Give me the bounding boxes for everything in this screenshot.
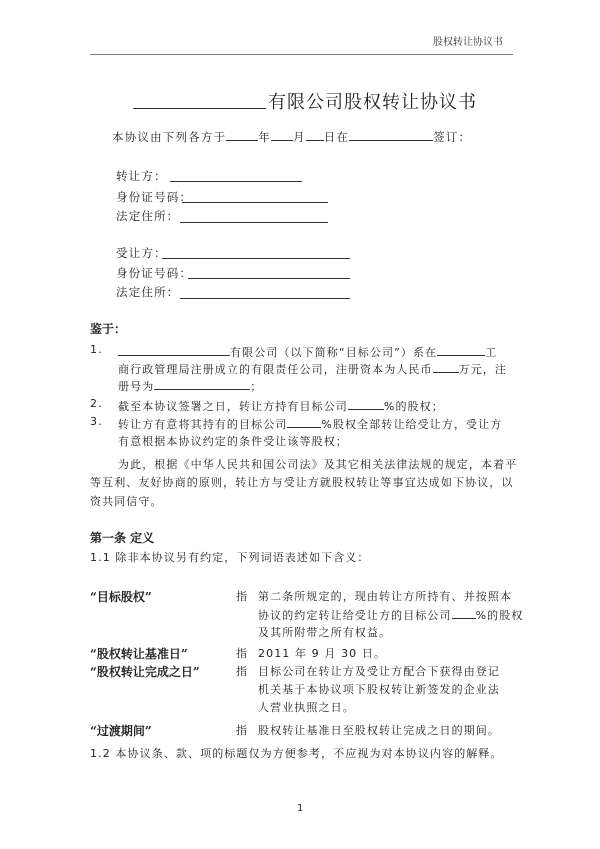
month-blank[interactable]	[271, 128, 293, 141]
transferee-address-label: 法定住所：	[116, 285, 180, 299]
page-number: 1	[297, 803, 304, 814]
document-title: 有限公司股权转让协议书	[268, 92, 477, 113]
target-percent-blank[interactable]	[452, 606, 476, 619]
whereas-item-2-num: 2.	[90, 397, 103, 410]
intro-signed: 签订：	[433, 130, 472, 144]
definition-text: 人营业执照之日。	[258, 701, 355, 714]
transfer-percent-blank[interactable]	[287, 415, 321, 428]
whereas-item-1-text-f: ；	[250, 380, 263, 393]
whereas-conclusion-line1: 为此，根据《中华人民共和国公司法》及其它相关法律法规的规定，本着平	[118, 458, 518, 471]
registration-number-blank[interactable]	[154, 377, 250, 390]
definition-zhi: 指	[236, 590, 249, 603]
whereas-item-1-text-a: 有限公司（以下简称“目标公司”）系在	[230, 346, 438, 359]
whereas-item-1-text-c: 商行政管理局注册成立的有限责任公司，注册资本为人民币	[118, 363, 433, 376]
whereas-heading: 鉴于：	[90, 322, 127, 336]
definition-text	[258, 606, 523, 623]
whereas-item-2-text-a: 截至本协议签署之日，转让方持有目标公司	[118, 400, 348, 413]
registry-blank[interactable]	[437, 343, 485, 356]
intro-month: 月	[293, 130, 306, 144]
whereas-item-3-num: 3.	[90, 415, 103, 428]
whereas-item-2-line1	[118, 397, 444, 414]
definition-zhi: 指	[236, 724, 249, 737]
whereas-item-2-text-b: %的股权；	[383, 400, 444, 413]
header-rule	[90, 54, 513, 55]
whereas-item-1-line2	[118, 360, 507, 377]
whereas-item-1-text-e: 册号为	[118, 380, 155, 393]
definition-text: 目标公司在转让方及受让方配合下获得由登记	[258, 665, 500, 678]
place-blank[interactable]	[349, 128, 433, 141]
day-blank[interactable]	[306, 128, 324, 141]
company-name-blank[interactable]	[118, 343, 230, 356]
definition-term: “过渡期间”	[90, 724, 152, 738]
definition-text: 第二条所规定的，现由转让方所持有、并按照本	[258, 590, 513, 603]
definition-term: “目标股权”	[90, 590, 152, 604]
transferee-id-field[interactable]	[188, 278, 350, 279]
definition-text: 股权转让基准日至股权转让完成之日的期间。	[258, 724, 500, 737]
transferor-name-label: 转让方：	[116, 169, 167, 183]
transferor-address-label: 法定住所：	[116, 209, 180, 223]
clause-1-1: 1.1 除非本协议另有约定，下列词语表述如下含义：	[90, 551, 370, 564]
whereas-item-1-text-b: 工	[485, 346, 498, 359]
title-company-blank[interactable]	[133, 108, 266, 109]
definition-text-part: %的股权	[475, 609, 524, 622]
transferor-id-label: 身份证号码：	[116, 190, 193, 204]
transferee-address-field[interactable]	[180, 298, 350, 299]
definition-text-part: 协议的约定转让给受让方的目标公司	[258, 609, 452, 622]
whereas-item-1-line3	[118, 377, 262, 394]
intro-day: 日在	[323, 130, 350, 144]
running-header: 股权转让协议书	[433, 37, 503, 48]
whereas-item-3-line2: 有意根据本协议约定的条件受让该等股权；	[118, 435, 348, 448]
intro-line	[112, 128, 471, 145]
transferor-name-field[interactable]	[170, 181, 302, 182]
whereas-conclusion-line2: 等互利、友好协商的原则，转让方与受让方就股权转让等事宜达成如下协议，以	[90, 476, 514, 489]
transferee-name-label: 受让方：	[116, 246, 167, 260]
clause-1-2: 1.2 本协议条、款、项的标题仅为方便参考，不应视为对本协议内容的解释。	[90, 747, 503, 760]
definition-term: “股权转让完成之日”	[90, 665, 200, 679]
article-1-heading: 第一条 定义	[90, 531, 155, 545]
whereas-item-3-text-a: 转让方有意将其持有的目标公司	[118, 418, 288, 431]
capital-blank[interactable]	[433, 360, 459, 373]
year-blank[interactable]	[226, 128, 258, 141]
definition-zhi: 指	[236, 647, 249, 660]
transferor-id-field[interactable]	[182, 202, 328, 203]
intro-prefix: 本协议由下列各方于	[112, 130, 227, 144]
held-percent-blank[interactable]	[348, 397, 384, 410]
whereas-item-1-line1	[118, 343, 497, 360]
transferee-id-label: 身份证号码：	[116, 266, 193, 280]
definition-text: 机关基于本协议项下股权转让新签发的企业法	[258, 683, 500, 696]
definition-zhi: 指	[236, 665, 249, 678]
whereas-item-3-line1	[118, 415, 502, 432]
whereas-item-1-num: 1.	[90, 343, 103, 356]
definition-text: 2011 年 9 月 30 日。	[258, 647, 387, 660]
whereas-item-3-text-b: %股权全部转让给受让方，受让方	[321, 418, 503, 431]
definition-text: 及其所附带之所有权益。	[258, 626, 392, 639]
definition-term: “股权转让基准日”	[90, 647, 188, 661]
intro-year: 年	[258, 130, 272, 144]
transferor-address-field[interactable]	[180, 222, 328, 223]
whereas-conclusion-line3: 资共同信守。	[90, 495, 163, 508]
whereas-item-1-text-d: 万元，注	[458, 363, 508, 376]
transferee-name-field[interactable]	[162, 258, 350, 259]
